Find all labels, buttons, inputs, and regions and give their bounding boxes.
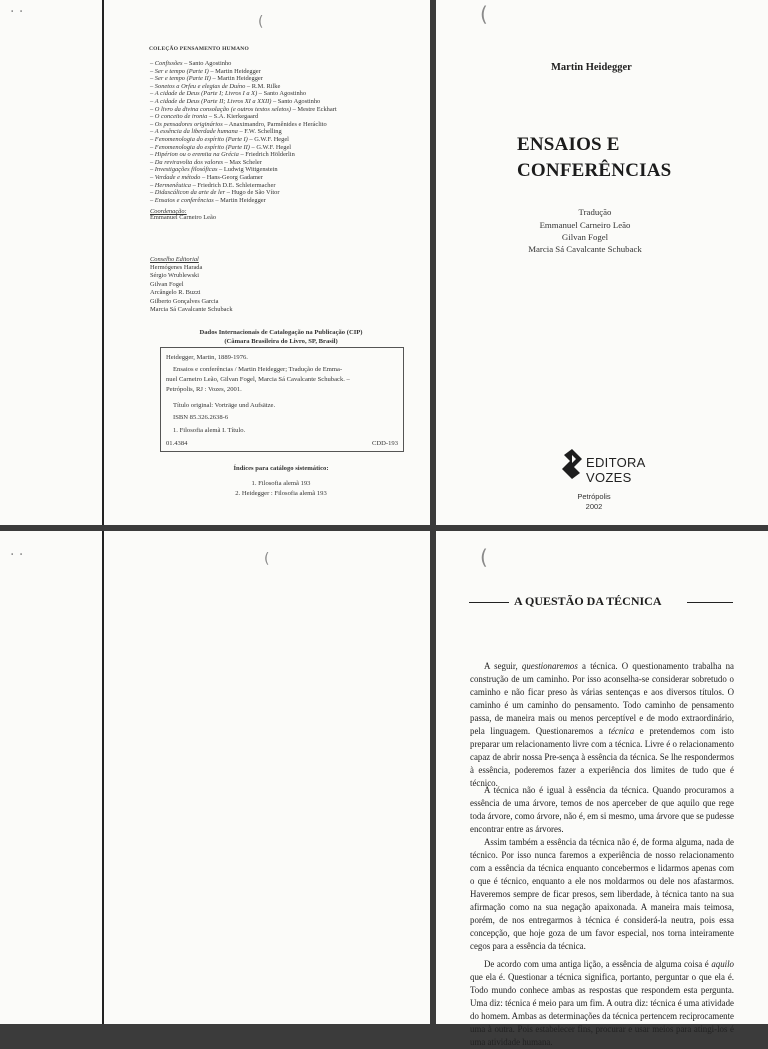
council-member: Arcângelo R. Buzzi [150,289,201,297]
punch-mark: ( [480,545,488,569]
cip-record [160,347,404,452]
series-item-author: Santo Agostinho [188,60,232,67]
cip-line: Heidegger, Martin, 1889-1976. [166,354,248,361]
series-item-author: Mestre Eckhart [297,105,337,113]
chapter-paragraph: A técnica não é igual à essência da técnica. Quando procuramos a essência de uma árvore, temos de nos aperceber de que aquilo que rege toda árvore, como árvore, não é, em si mesmo, uma árvore que se pudesse encontrar entre as árvores. [470,785,734,834]
series-item: – Os pensadores originários – Anaximandro, Parmênides e Heráclito [150,120,327,128]
publisher-name [586,455,646,485]
series-item: – Da reviravolta dos valores – Max Scheler [150,158,262,166]
series-item-author: Hugo de São Vítor [231,189,280,197]
series-item-title: Hipérion ou o eremita na Grécia [154,151,239,159]
series-item-title: A cidade de Deus (Parte II; Livros XI a XXII) [154,97,272,105]
series-item-title: A cidade de Deus (Parte I; Livros I a X) [154,90,258,98]
chapter-paragraph [470,958,734,1049]
series-item-title: Confissões [154,60,183,67]
emphasis: aquilo [711,959,734,969]
series-item-title: O conceito de ironia [154,113,208,121]
imprint [566,492,622,512]
council-label: Conselho Editorial [150,256,199,263]
series-item: – Sonetos a Orfeu e elegias de Duíno – R.M. Rilke [150,82,281,90]
council-list [150,264,233,314]
series-item: – Verdade e método – Hans-Georg Gadamer [150,173,263,181]
emphasis: técnica [608,726,635,736]
series-item-title: Da reviravolta dos valores [154,158,224,166]
series-item-author: Santo Agostinho [277,97,321,105]
coordinator-list [150,214,216,222]
series-item: – A essência da liberdade humana – F.W. Schelling [150,128,282,136]
chapter-paragraph: Assim também a essência da técnica não é, de forma alguma, nada de técnico. Por isso nunca faremos a experiência de nosso relacionamento com a essência da técnica enquanto concebermos e lidarmos apenas com o que é técnico, enquanto a ele nos moldarmos ou dele nos afastarmos. Haveremos sempre de ficar presos, sem liberdade, à técnica tanto na sua afirmação como na sua negação apaixonada. A maneira mais teimosa, porém, de nos entregarmos à técnica é considerá-la neutra, pois essa concepção, que hoje goza de um favor especial, nos torna inteiramente cegos para a essência da técnica. [470,837,734,951]
cip-line: Ensaios e conferências / Martin Heidegger; Tradução de Emma- [173,366,343,373]
index-entry: 1. Filosofia alemã 193 [251,480,311,487]
punch-mark: ( [264,551,270,567]
cip-heading-line: Dados Internacionais de Catalogação na Publicação (CIP) [199,329,363,336]
emphasis: questionaremos [521,661,578,671]
series-item-author: Santo Agostinho [263,90,307,98]
book-title-line: ENSAIOS E [517,134,620,155]
coordination-label: Coordenação: [150,208,187,215]
series-item-title: Ser e tempo (Parte I) [154,67,209,75]
heading-rule [687,602,733,603]
text-run: e pretendemos com isto preparar um relacionamento livre com a técnica. Livre é o relacionamento capaz de abrir nossa Pre-sença à essência da técnica. Se lhe respondermos à essência, poderemos fazer a experiência dos limites de tudo que é técnico. [470,726,734,788]
binding-edge [102,0,104,525]
series-heading: COLEÇÃO PENSAMENTO HUMANO [149,46,249,52]
series-item-title: Ensaios e conferências [154,196,214,204]
series-item-title: Fenomenologia do espírito (Parte I) [154,135,248,143]
series-item-author: Ludwig Wittgenstein [223,166,278,174]
chapter-paragraph [470,660,734,790]
series-item-title: O livro da divina consolação (e outros textos seletos) [154,105,291,113]
cip-heading-line: (Câmara Brasileira do Livro, SP, Brasil) [224,338,338,345]
cip-line: nuel Carneiro Leão, Gilvan Fogel, Marcia Sá Cavalcante Schuback. – [166,376,350,383]
series-item-title: Sonetos a Orfeu e elegias de Duíno [154,82,246,90]
publisher-line: VOZES [586,470,632,485]
index-heading: Índices para catálogo sistemático: [233,465,329,472]
series-item-author: Martin Heidegger [220,196,266,204]
cip-number: 01.4384 [166,440,188,447]
city: Petrópolis [577,492,611,501]
council-member: Sérgio Wrublewski [150,272,200,280]
punch-mark: · · [10,4,24,20]
text-run: A seguir, [484,661,522,671]
book-title-line: CONFERÊNCIAS [517,160,672,181]
series-item-title: Didascálicon da arte de ler [154,189,226,197]
cip-heading [150,328,412,346]
cip-line: Petrópolis, RJ : Vozes, 2001. [166,386,242,393]
translation-label: Tradução [578,207,612,217]
author-name: Martin Heidegger [551,62,632,73]
cip-line: 1. Filosofia alemã I. Título. [173,427,246,434]
series-item: – Didascálicon da arte de ler – Hugo de São Vítor [150,189,280,197]
series-item-title: Investigações filosóficas [154,166,218,174]
series-item: – Fenomenologia do espírito (Parte II) – G.W.F. Hegel [150,143,292,151]
punch-mark: · · [10,547,24,563]
series-item: – Fenomenologia do espírito (Parte I) – G.W.F. Hegel [150,135,289,143]
council-member: Gilberto Gonçalves Garcia [150,297,219,305]
series-item-author: R.M. Rilke [251,82,281,90]
series-item: – Ensaios e conferências – Martin Heidegger [150,196,266,204]
text-run: que ela é. Questionar a técnica significa, portanto, perguntar o que ela é. Todo mundo conhece ambas as respostas que respondem esta pergunta. Uma diz: técnica é meio para um fim. A outra diz: técnica é uma atividade do homem. Ambas as determinações da técnica pertencem reciprocamente uma à outra. Pois estabelecer fins, procurar e usar meios para atingi-los é uma atividade humana. [470,972,734,1047]
heading-rule [469,602,509,603]
series-item-title: Hermenêutica [154,181,191,189]
series-item: – Hermenêutica – Friedrich D.E. Schleiermacher [150,181,276,189]
translator-name: Gilvan Fogel [561,232,609,242]
cdd-number: CDD-193 [371,440,398,447]
series-item: – O livro da divina consolação (e outros textos seletos) – Mestre Eckhart [150,105,337,113]
title-page [436,0,768,525]
series-item-title: Verdade e método [154,173,201,181]
page-gutter [430,0,436,1024]
punch-mark: ( [258,14,264,30]
book-title [517,132,707,184]
council-member: Hermógenes Harada [150,264,203,271]
series-item: – Investigações filosóficas – Ludwig Wittgenstein [150,166,278,174]
translator-name: Marcia Sá Cavalcante Schuback [528,244,642,254]
series-item: – Ser e tempo (Parte II) – Martin Heidegger [150,75,263,83]
punch-mark: ( [480,2,488,26]
series-item-author: Friedrich Hölderlin [245,151,295,159]
series-item: – A cidade de Deus (Parte I; Livros I a X) – Santo Agostinho [150,90,307,98]
binding-edge [102,531,104,1024]
council-member: Marcia Sá Cavalcante Schuback [150,306,233,314]
series-item: – Hipérion ou o eremita na Grécia – Friedrich Hölderlin [150,151,295,159]
series-item-author: Martin Heidegger [215,67,261,75]
series-item: – A cidade de Deus (Parte II; Livros XI a XXII) – Santo Agostinho [150,97,321,105]
chapter-title: A QUESTÃO DA TÉCNICA [514,594,662,608]
council-member: Gilvan Fogel [150,280,184,288]
coordinator-name: Emmanuel Carneiro Leão [150,214,217,221]
series-item-author: G.W.F. Hegel [254,135,289,143]
publisher-line: EDITORA [586,455,646,470]
series-item-title: Ser e tempo (Parte II) [154,75,211,83]
series-item-author: G.W.F. Hegel [256,143,292,151]
vozes-logo-icon [562,449,582,479]
series-item: – O conceito de ironia – S.A. Kierkegaard [150,113,259,121]
series-item-author: Friedrich D.E. Schleiermacher [197,181,276,189]
index-list [150,479,412,498]
page-separator [0,525,768,531]
cip-line: ISBN 85.326.2638-6 [173,414,229,421]
series-item-author: Max Scheler [229,158,262,166]
series-item: – Ser e tempo (Parte I) – Martin Heidegger [150,67,261,75]
translator-list [490,219,680,255]
series-item-author: Anaximandro, Parmênides e Heráclito [228,120,327,128]
index-entry: 2. Heidegger : Filosofia alemã 193 [235,489,327,497]
series-item-author: S.A. Kierkegaard [213,113,259,121]
series-item-title: Fenomenologia do espírito (Parte II) [154,143,250,151]
text-run: a técnica. O questionamento trabalha na construção de um caminho. Por isso aconselha-se considerar sobretudo o caminho e não ficar preso às várias sentenças e aos diversos títulos. O caminho é um caminho do pensamento. Todo caminho de pensamento passa, de maneira mais ou menos perceptível e de modo extraordinário, pela linguagem. Questionaremos a [470,661,734,736]
translator-name: Emmanuel Carneiro Leão [539,220,631,230]
series-item: – Confissões – Santo Agostinho [150,60,232,67]
text-run: De acordo com uma antiga lição, a essência de alguma coisa é [484,959,712,969]
cip-line: Título original: Vorträge und Aufsätze. [173,402,276,409]
series-item-author: F.W. Schelling [244,128,282,136]
year: 2002 [585,502,603,511]
series-list [150,60,337,204]
blank-page [0,531,430,1024]
series-item-author: Hans-Georg Gadamer [206,173,263,181]
series-item-author: Martin Heidegger [217,75,263,83]
series-item-title: Os pensadores originários [154,120,223,128]
series-item-title: A essência da liberdade humana [154,128,238,136]
